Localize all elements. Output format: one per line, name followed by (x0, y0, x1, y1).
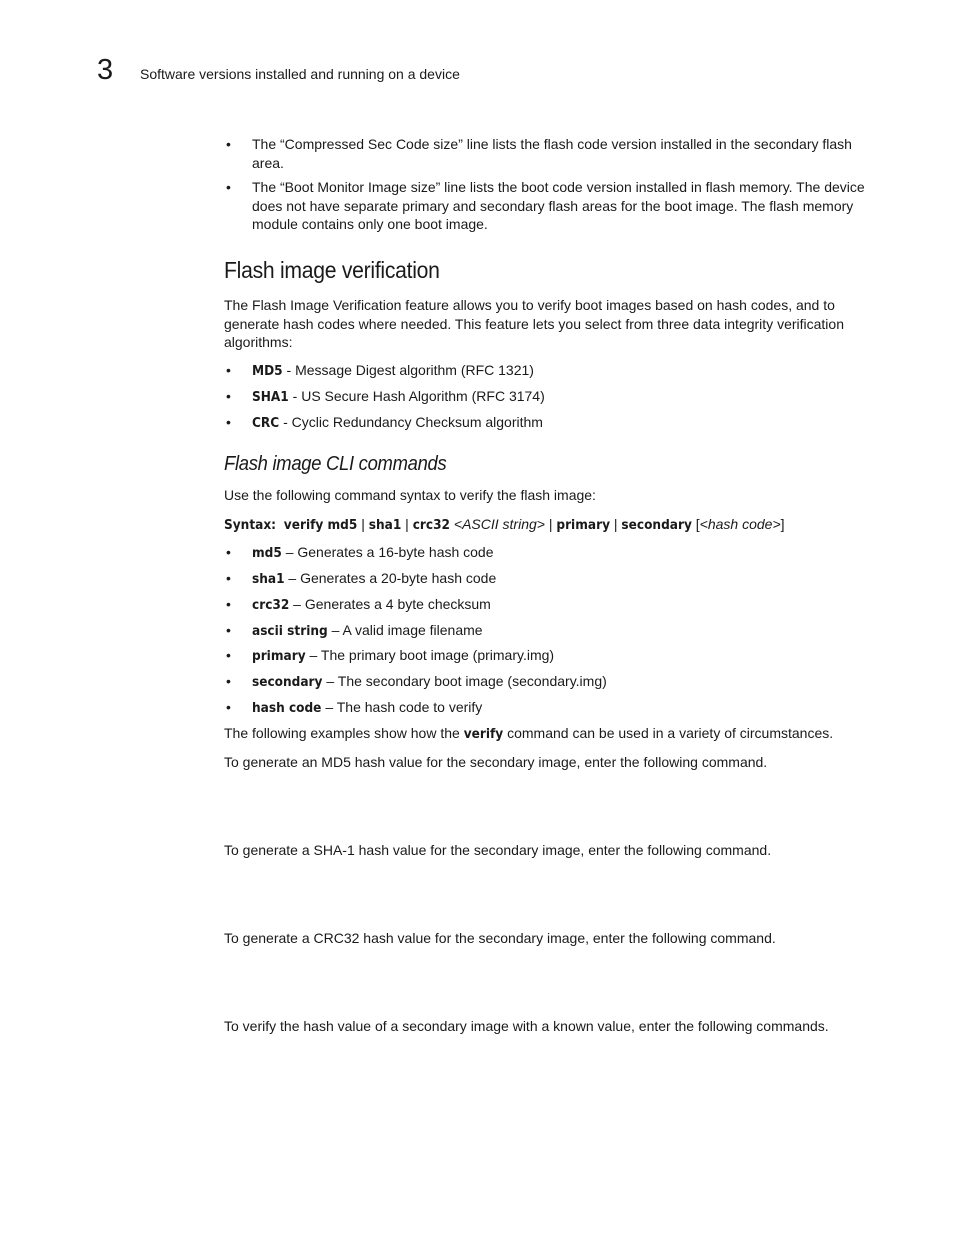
list-item: • The “Compressed Sec Code size” line lists the flash code version installed in the secondary flash area. (224, 135, 874, 172)
param-term: hash code (252, 700, 322, 716)
algorithm-term: SHA1 (252, 388, 289, 405)
syntax-sep: | (544, 515, 557, 532)
syntax-sep: | (357, 515, 369, 532)
list-item (224, 621, 874, 641)
examples-intro (224, 724, 874, 744)
param-desc: – The hash code to verify (321, 699, 483, 715)
verify-example-text: To verify the hash value of a secondary image with a known value, enter the following commands. (224, 1018, 829, 1035)
param-desc: – Generates a 16-byte hash code (281, 544, 494, 561)
syntax-sep: | (609, 515, 622, 532)
sha1-example-text: To generate a SHA-1 hash value for the secondary image, enter the following command. (224, 841, 772, 858)
list-item (224, 569, 874, 589)
page-content (224, 135, 874, 1036)
section-heading: Flash image verification (224, 256, 440, 283)
syntax-bracket: [ (691, 515, 700, 532)
running-header-title: Software versions installed and running on a device (140, 66, 460, 82)
algorithm-list (224, 361, 874, 432)
verify-command: verify (463, 725, 504, 742)
list-item (224, 698, 874, 718)
md5-example-text: To generate an MD5 hash value for the secondary image, enter the following command. (224, 753, 768, 770)
section-intro: The Flash Image Verification feature allows you to verify boot images based on hash codes, and to generate hash codes where needed. This feature lets you select from three data integrity verification algorithms: (224, 296, 844, 351)
syntax-cmd: verify md5 (283, 516, 358, 533)
list-item (224, 672, 874, 692)
subsection-intro: Use the following command syntax to verify the flash image: (224, 487, 596, 504)
param-desc: – Generates a 20-byte hash code (284, 570, 497, 587)
syntax-bracket: ] (780, 515, 785, 532)
syntax-cmd: sha1 (368, 516, 402, 533)
list-item (224, 361, 874, 381)
param-desc: – The primary boot image (primary.img) (305, 647, 555, 664)
param-term: secondary (252, 674, 323, 691)
param-desc: – A valid image filename (327, 621, 483, 638)
intro-bullet-list (224, 135, 874, 234)
command-syntax (224, 515, 874, 535)
param-desc: – Generates a 4 byte checksum (289, 595, 491, 612)
examples-text: command can be used in a variety of circumstances. (503, 724, 834, 741)
syntax-cmd: crc32 (412, 516, 451, 533)
param-term: ascii string (252, 622, 328, 639)
syntax-label: Syntax: (224, 516, 277, 533)
list-item (224, 387, 874, 407)
chapter-number: 3 (97, 54, 114, 86)
crc32-example-text: To generate a CRC32 hash value for the secondary image, enter the following command. (224, 930, 776, 947)
parameter-list (224, 543, 874, 717)
syntax-arg: <ASCII string> (453, 515, 545, 532)
param-term: crc32 (252, 596, 290, 613)
param-term: sha1 (252, 571, 285, 588)
param-term: md5 (252, 545, 282, 562)
examples-text: The following examples show how the (224, 724, 464, 741)
list-item (224, 413, 874, 433)
algorithm-desc: - US Secure Hash Algorithm (RFC 3174) (288, 387, 545, 404)
algorithm-term: CRC (252, 414, 280, 431)
param-term: primary (252, 648, 306, 665)
syntax-cmd: primary (556, 516, 610, 533)
subsection-heading: Flash image CLI commands (224, 453, 447, 476)
syntax-sep: | (401, 515, 413, 532)
list-item (224, 646, 874, 666)
algorithm-term: MD5 (252, 362, 283, 379)
list-item (224, 595, 874, 615)
list-item (224, 543, 874, 563)
param-desc: – The secondary boot image (secondary.img) (322, 673, 607, 690)
syntax-arg: <hash code> (699, 515, 781, 532)
algorithm-desc: - Message Digest algorithm (RFC 1321) (282, 361, 534, 378)
list-item: • The “Boot Monitor Image size” line lists the boot code version installed in flash memory. The device does not have separate primary and secondary flash areas for the boot image. The flash memory module contains only one boot image. (224, 178, 874, 234)
syntax-cmd: secondary (621, 516, 692, 533)
algorithm-desc: - Cyclic Redundancy Checksum algorithm (279, 413, 543, 430)
